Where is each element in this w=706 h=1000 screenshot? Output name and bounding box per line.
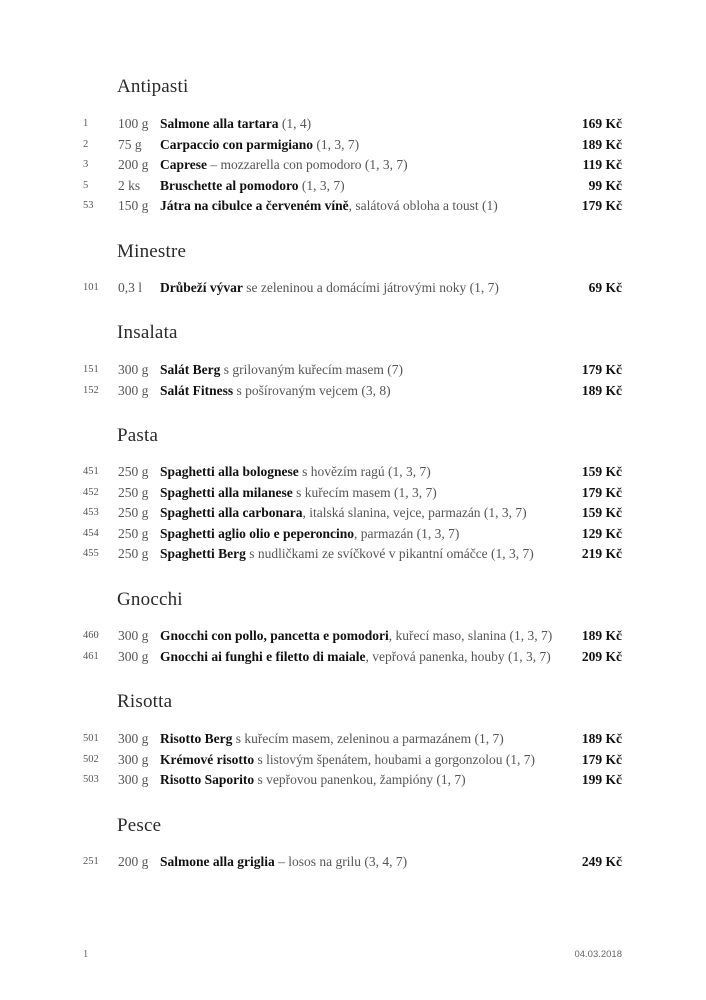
section-heading-minestre: Minestre bbox=[117, 241, 187, 262]
item-name: Drůbeží vývar bbox=[160, 280, 243, 295]
item-weight: 0,3 l bbox=[118, 280, 143, 295]
section-heading-pasta: Pasta bbox=[117, 425, 159, 446]
item-description bbox=[160, 176, 345, 196]
item-description bbox=[160, 381, 391, 401]
item-name: Spaghetti alla bolognese bbox=[160, 464, 299, 479]
item-number: 452 bbox=[83, 487, 99, 498]
page-number: 1 bbox=[83, 949, 89, 960]
item-description bbox=[160, 114, 311, 134]
menu-item bbox=[0, 524, 706, 544]
item-number: 501 bbox=[83, 733, 99, 744]
item-weight: 200 g bbox=[118, 157, 149, 172]
item-description bbox=[160, 196, 498, 216]
item-description bbox=[160, 483, 437, 503]
section-heading-insalata: Insalata bbox=[117, 322, 178, 343]
item-name: Risotto Saporito bbox=[160, 772, 255, 787]
item-name: Spaghetti alla carbonara bbox=[160, 505, 303, 520]
item-description bbox=[160, 503, 527, 523]
menu-item bbox=[0, 135, 706, 155]
item-detail: s kuřecím masem, zeleninou a parmazánem (1, 7) bbox=[232, 731, 504, 746]
item-number: 101 bbox=[83, 282, 99, 293]
item-description bbox=[160, 360, 403, 380]
item-price: 189 Kč bbox=[581, 731, 622, 746]
item-name: Risotto Berg bbox=[160, 731, 233, 746]
item-name: Bruschette al pomodoro bbox=[160, 178, 299, 193]
item-number: 53 bbox=[83, 200, 94, 211]
item-description bbox=[160, 544, 534, 564]
item-detail: s vepřovou panenkou, žampióny (1, 7) bbox=[254, 772, 466, 787]
item-weight: 200 g bbox=[118, 854, 149, 869]
item-detail: s pošírovaným vejcem (3, 8) bbox=[233, 383, 391, 398]
item-description bbox=[160, 852, 407, 872]
item-price: 199 Kč bbox=[581, 772, 622, 787]
item-number: 3 bbox=[83, 159, 89, 170]
item-weight: 300 g bbox=[118, 628, 149, 643]
menu-item bbox=[0, 278, 706, 298]
item-description bbox=[160, 750, 535, 770]
item-weight: 250 g bbox=[118, 546, 149, 561]
item-number: 454 bbox=[83, 528, 99, 539]
item-price: 189 Kč bbox=[581, 628, 622, 643]
item-description bbox=[160, 647, 551, 667]
item-weight: 300 g bbox=[118, 752, 149, 767]
section-heading-risotta: Risotta bbox=[117, 691, 173, 712]
item-name: Salmone alla griglia bbox=[160, 854, 275, 869]
item-number: 461 bbox=[83, 651, 99, 662]
menu-item bbox=[0, 196, 706, 216]
item-price: 189 Kč bbox=[581, 383, 622, 398]
item-price: 179 Kč bbox=[581, 752, 622, 767]
item-detail: , parmazán (1, 3, 7) bbox=[354, 526, 460, 541]
item-detail: , vepřová panenka, houby (1, 3, 7) bbox=[365, 649, 551, 664]
item-price: 179 Kč bbox=[581, 198, 622, 213]
menu-item bbox=[0, 155, 706, 175]
item-name: Gnocchi ai funghi e filetto di maiale bbox=[160, 649, 366, 664]
item-description bbox=[160, 462, 431, 482]
item-name: Spaghetti aglio olio e peperoncino bbox=[160, 526, 355, 541]
item-detail: s nudličkami ze svíčkové v pikantní omáčce (1, 3, 7) bbox=[245, 546, 534, 561]
item-price: 219 Kč bbox=[581, 546, 622, 561]
menu-item bbox=[0, 360, 706, 380]
section-heading-pesce: Pesce bbox=[117, 815, 162, 836]
menu-item bbox=[0, 462, 706, 482]
item-name: Salát Fitness bbox=[160, 383, 234, 398]
item-price: 179 Kč bbox=[581, 485, 622, 500]
item-description bbox=[160, 770, 466, 790]
item-weight: 300 g bbox=[118, 731, 149, 746]
item-detail: (1, 3, 7) bbox=[313, 137, 360, 152]
item-weight: 300 g bbox=[118, 383, 149, 398]
menu-item bbox=[0, 770, 706, 790]
item-weight: 250 g bbox=[118, 464, 149, 479]
item-price: 69 Kč bbox=[588, 280, 622, 295]
item-weight: 250 g bbox=[118, 526, 149, 541]
item-price: 189 Kč bbox=[581, 137, 622, 152]
item-detail: (1, 3, 7) bbox=[298, 178, 345, 193]
item-name: Carpaccio con parmigiano bbox=[160, 137, 313, 152]
item-name: Spaghetti Berg bbox=[160, 546, 246, 561]
item-number: 502 bbox=[83, 754, 99, 765]
footer-date: 04.03.2018 bbox=[574, 949, 622, 960]
item-name: Salmone alla tartara bbox=[160, 116, 279, 131]
item-number: 5 bbox=[83, 180, 89, 191]
menu-item bbox=[0, 114, 706, 134]
item-price: 99 Kč bbox=[588, 178, 622, 193]
item-name: Salát Berg bbox=[160, 362, 221, 377]
item-number: 1 bbox=[83, 118, 89, 129]
item-description bbox=[160, 155, 408, 175]
item-number: 152 bbox=[83, 385, 99, 396]
item-number: 453 bbox=[83, 507, 99, 518]
menu-item bbox=[0, 176, 706, 196]
item-price: 209 Kč bbox=[581, 649, 622, 664]
menu-item bbox=[0, 381, 706, 401]
item-description bbox=[160, 278, 499, 298]
section-heading-antipasti: Antipasti bbox=[117, 76, 189, 97]
menu-item bbox=[0, 544, 706, 564]
menu-item bbox=[0, 750, 706, 770]
menu-item bbox=[0, 647, 706, 667]
section-heading-gnocchi: Gnocchi bbox=[117, 589, 183, 610]
item-name: Caprese bbox=[160, 157, 207, 172]
item-price: 169 Kč bbox=[581, 116, 622, 131]
item-number: 251 bbox=[83, 856, 99, 867]
item-detail: s listovým špenátem, houbami a gorgonzolou (1, 7) bbox=[254, 752, 536, 767]
item-number: 455 bbox=[83, 548, 99, 559]
item-weight: 250 g bbox=[118, 485, 149, 500]
item-number: 151 bbox=[83, 364, 99, 375]
item-number: 451 bbox=[83, 466, 99, 477]
item-name: Krémové risotto bbox=[160, 752, 255, 767]
menu-item bbox=[0, 503, 706, 523]
item-weight: 2 ks bbox=[118, 178, 141, 193]
item-detail: se zeleninou a domácími játrovými noky (1, 7) bbox=[242, 280, 499, 295]
item-name: Gnocchi con pollo, pancetta e pomodori bbox=[160, 628, 389, 643]
item-detail: (1, 4) bbox=[278, 116, 312, 131]
item-detail: , kuřecí maso, slanina (1, 3, 7) bbox=[388, 628, 553, 643]
item-price: 119 Kč bbox=[582, 157, 622, 172]
item-detail: , salátová obloha a toust (1) bbox=[348, 198, 498, 213]
item-price: 159 Kč bbox=[581, 505, 622, 520]
menu-item bbox=[0, 626, 706, 646]
item-weight: 300 g bbox=[118, 362, 149, 377]
item-description bbox=[160, 135, 359, 155]
item-price: 159 Kč bbox=[581, 464, 622, 479]
item-weight: 250 g bbox=[118, 505, 149, 520]
item-price: 249 Kč bbox=[581, 854, 622, 869]
item-weight: 75 g bbox=[118, 137, 142, 152]
item-weight: 100 g bbox=[118, 116, 149, 131]
item-number: 460 bbox=[83, 630, 99, 641]
item-description bbox=[160, 524, 459, 544]
item-detail: – losos na grilu (3, 4, 7) bbox=[274, 854, 408, 869]
item-detail: s hovězím ragú (1, 3, 7) bbox=[298, 464, 431, 479]
item-detail: s grilovaným kuřecím masem (7) bbox=[220, 362, 403, 377]
item-price: 179 Kč bbox=[581, 362, 622, 377]
item-number: 2 bbox=[83, 139, 89, 150]
item-price: 129 Kč bbox=[581, 526, 622, 541]
item-name: Spaghetti alla milanese bbox=[160, 485, 293, 500]
item-weight: 300 g bbox=[118, 772, 149, 787]
item-weight: 150 g bbox=[118, 198, 149, 213]
menu-item bbox=[0, 483, 706, 503]
item-detail: – mozzarella con pomodoro (1, 3, 7) bbox=[207, 157, 408, 172]
item-description bbox=[160, 729, 504, 749]
item-name: Játra na cibulce a červeném víně bbox=[160, 198, 349, 213]
item-detail: s kuřecím masem (1, 3, 7) bbox=[292, 485, 437, 500]
item-description bbox=[160, 626, 552, 646]
item-detail: , italská slanina, vejce, parmazán (1, 3, 7) bbox=[302, 505, 527, 520]
menu-item bbox=[0, 729, 706, 749]
item-number: 503 bbox=[83, 774, 99, 785]
item-weight: 300 g bbox=[118, 649, 149, 664]
menu-item bbox=[0, 852, 706, 872]
